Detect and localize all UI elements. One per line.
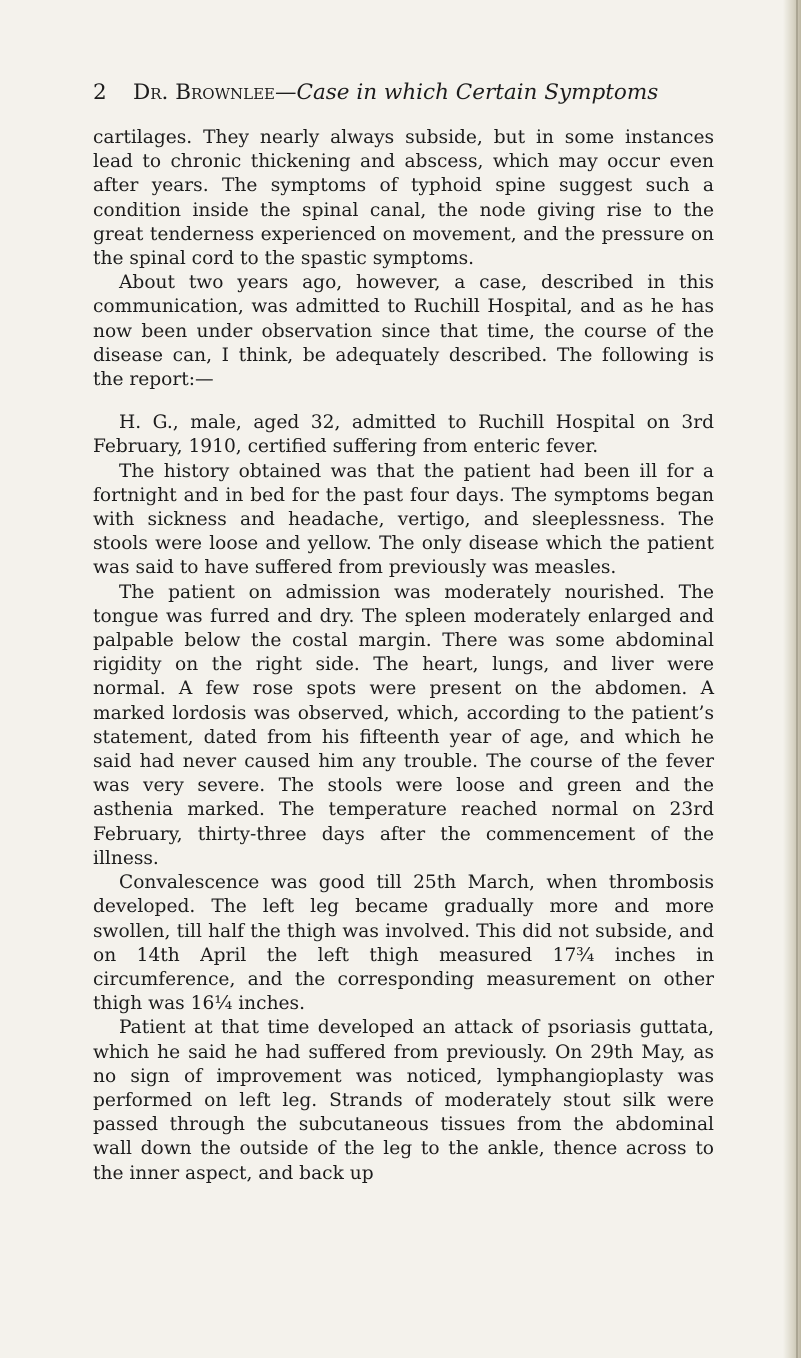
page-edge-shadow — [783, 0, 801, 1358]
paragraph-continuation: cartilages. They nearly always subside, but in some instances lead to chronic thickening and abscess, which may occur even after years. The symptoms of typhoid spine suggest such a condition inside the spinal canal, the node giving rise to the great tenderness experienced on movement, and the pressure on the spinal cord to the spastic symptoms. — [93, 127, 714, 270]
author-name: Dr. Brownlee — [133, 80, 275, 105]
paragraph-convalescence: Convalescence was good till 25th March, when thrombosis developed. The left leg became gradually more and more swollen, till half the thigh was involved. This did not subside, and on 14th April the left thigh measured 17¾ inches in circumference, and the corresponding measurement on other thigh was 16¼ inches. — [93, 872, 714, 1015]
running-title: Case in which Certain Symptoms — [296, 80, 659, 105]
paragraph-case-intro: About two years ago, however, a case, described in this communication, was admitted to Ruchill Hospital, and as he has now been under observation since that time, the course of the disease can, I think, be adequately described. The following is the report:— — [93, 272, 714, 391]
paragraph-history: The history obtained was that the patient had been ill for a fortnight and in bed for the past four days. The symptoms began with sickness and headache, vertigo, and sleeplessness. The stools were loose and yellow. The only disease which the patient was said to have suffered from previously was measles. — [93, 460, 714, 579]
header-separator: — — [275, 80, 297, 105]
book-page — [93, 78, 714, 1186]
paragraph-psoriasis: Patient at that time developed an attack of psoriasis guttata, which he said he had suffered from previously. On 29th May, as no sign of improvement was noticed, lymphangioplasty was performed on left leg. Strands of moderately stout silk were passed through the subcutaneous tissues from the abdominal wall down the outside of the leg to the ankle, thence across to the inner aspect, and back up — [93, 1017, 714, 1184]
paragraph-examination: The patient on admission was moderately nourished. The tongue was furred and dry. The spleen moderately enlarged and palpable below the costal margin. There was some abdominal rigidity on the right side. The heart, lungs, and liver were normal. A few rose spots were present on the abdomen. A marked lordosis was observed, which, according to the patient’s statement, dated from his fifteenth year of age, and which he said had never caused him any trouble. The course of the fever was very severe. The stools were loose and green and the asthenia marked. The temperature reached normal on 23rd February, thirty-three days after the commencement of the illness. — [93, 581, 714, 869]
article-body — [93, 126, 714, 1186]
page-number: 2 — [93, 80, 107, 105]
running-head — [93, 78, 714, 108]
page-edge-line — [796, 0, 798, 1358]
paragraph-admission: H. G., male, aged 32, admitted to Ruchill Hospital on 3rd February, 1910, certified suffering from enteric fever. — [93, 412, 714, 458]
